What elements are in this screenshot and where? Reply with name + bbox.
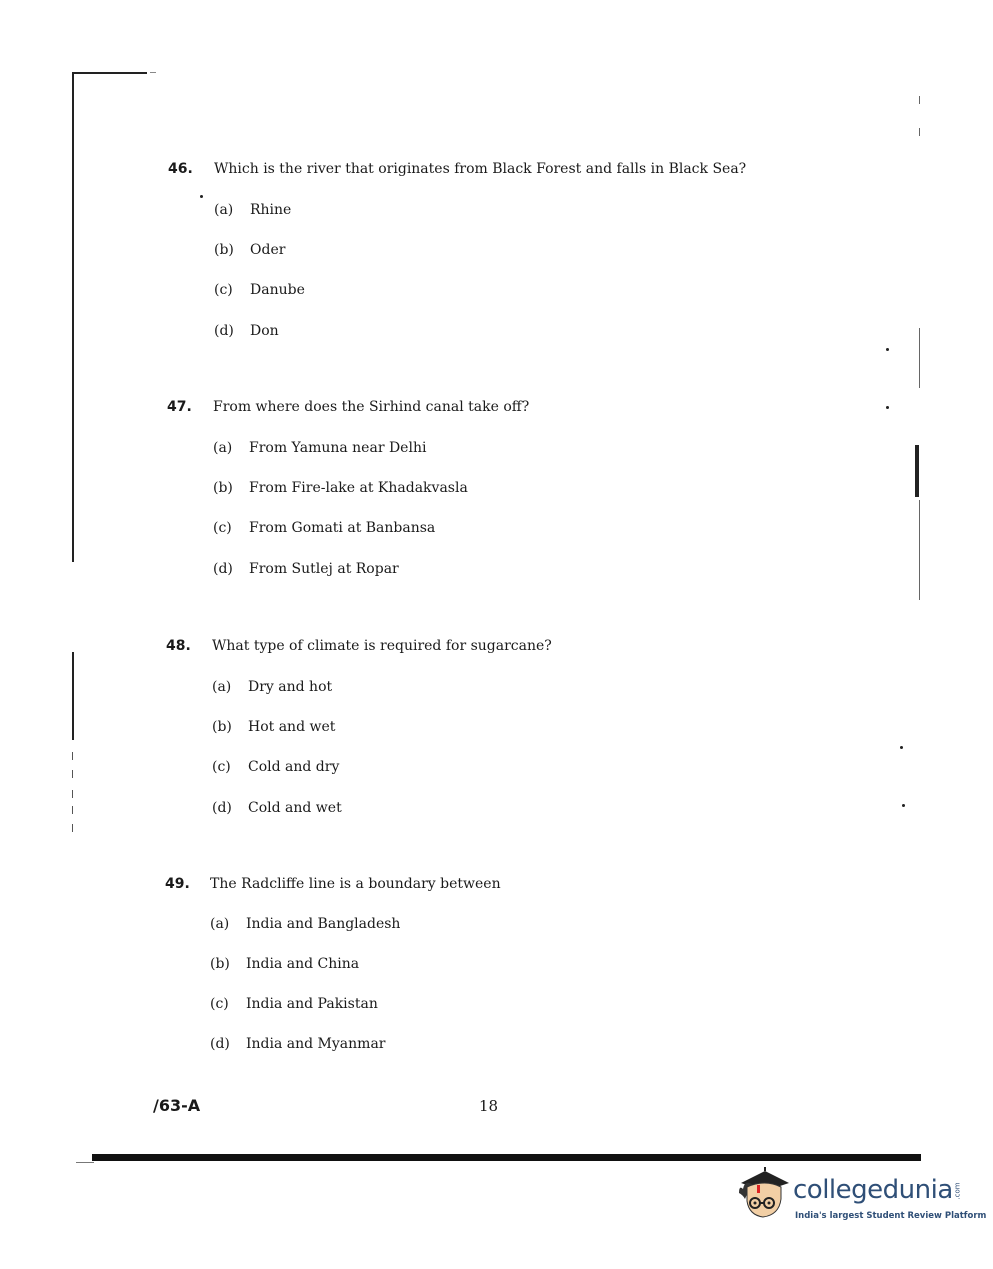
right-tick bbox=[919, 328, 920, 388]
option-text: Hot and wet bbox=[248, 719, 336, 735]
option-text: India and China bbox=[246, 956, 360, 972]
option-text: From Fire-lake at Khadakvasla bbox=[249, 480, 468, 496]
question-number: 48. bbox=[166, 638, 191, 654]
question-number: 46. bbox=[168, 161, 193, 177]
question-number: 47. bbox=[167, 399, 192, 415]
page-number: 18 bbox=[479, 1097, 499, 1115]
right-tick bbox=[919, 500, 920, 600]
option-label: (c) bbox=[213, 520, 232, 536]
option-text: India and Myanmar bbox=[246, 1036, 386, 1052]
option-label: (d) bbox=[210, 1036, 230, 1052]
logo-tagline: India's largest Student Review Platform bbox=[795, 1211, 987, 1221]
option-text: Cold and wet bbox=[248, 800, 342, 816]
option-label: (a) bbox=[210, 916, 230, 932]
option-label: (d) bbox=[212, 800, 232, 816]
frame-left-line-lower bbox=[72, 652, 74, 740]
question-text: From where does the Sirhind canal take off? bbox=[213, 399, 530, 415]
question-text: Which is the river that originates from Black Forest and falls in Black Sea? bbox=[214, 161, 747, 177]
option-text: From Yamuna near Delhi bbox=[249, 440, 427, 456]
bottom-bar bbox=[92, 1154, 921, 1161]
option-label: (b) bbox=[212, 719, 232, 735]
option-text: India and Pakistan bbox=[246, 996, 378, 1012]
option-label: (d) bbox=[213, 561, 233, 577]
left-tick bbox=[72, 790, 73, 798]
right-edge-mark bbox=[915, 445, 919, 497]
question-text: What type of climate is required for sugarcane? bbox=[212, 638, 552, 654]
option-label: (c) bbox=[210, 996, 229, 1012]
option-text: Danube bbox=[250, 282, 305, 298]
option-text: Oder bbox=[250, 242, 286, 258]
speck bbox=[886, 406, 889, 409]
frame-top-line bbox=[72, 72, 147, 74]
option-label: (c) bbox=[212, 759, 231, 775]
logo-domain-suffix: .com bbox=[953, 1182, 962, 1200]
option-text: India and Bangladesh bbox=[246, 916, 401, 932]
option-label: (a) bbox=[214, 202, 234, 218]
left-tick bbox=[72, 806, 73, 814]
right-tick bbox=[919, 128, 920, 136]
logo-wordmark: collegedunia bbox=[793, 1175, 953, 1205]
option-label: (d) bbox=[214, 323, 234, 339]
speck bbox=[902, 804, 905, 807]
speck bbox=[900, 746, 903, 749]
option-label: (b) bbox=[213, 480, 233, 496]
paper-code: /63-A bbox=[153, 1096, 201, 1115]
left-tick bbox=[72, 770, 73, 778]
left-tick bbox=[72, 752, 73, 760]
question-text: The Radcliffe line is a boundary between bbox=[210, 876, 501, 892]
option-label: (b) bbox=[214, 242, 234, 258]
question-number: 49. bbox=[165, 876, 190, 892]
collegedunia-logo[interactable] bbox=[735, 1165, 987, 1225]
speck bbox=[200, 195, 203, 198]
option-text: Don bbox=[250, 323, 279, 339]
right-tick bbox=[919, 96, 920, 104]
option-text: Dry and hot bbox=[248, 679, 333, 695]
mascot-face-icon bbox=[735, 1165, 793, 1223]
left-tick bbox=[72, 824, 73, 832]
frame-top-faint-line bbox=[150, 72, 156, 73]
option-label: (a) bbox=[213, 440, 233, 456]
option-label: (b) bbox=[210, 956, 230, 972]
option-text: Cold and dry bbox=[248, 759, 340, 775]
option-label: (c) bbox=[214, 282, 233, 298]
speck bbox=[886, 348, 889, 351]
bottom-faint-line bbox=[76, 1162, 94, 1163]
option-text: From Gomati at Banbansa bbox=[249, 520, 436, 536]
option-label: (a) bbox=[212, 679, 232, 695]
option-text: Rhine bbox=[250, 202, 292, 218]
frame-left-line bbox=[72, 72, 74, 562]
option-text: From Sutlej at Ropar bbox=[249, 561, 399, 577]
